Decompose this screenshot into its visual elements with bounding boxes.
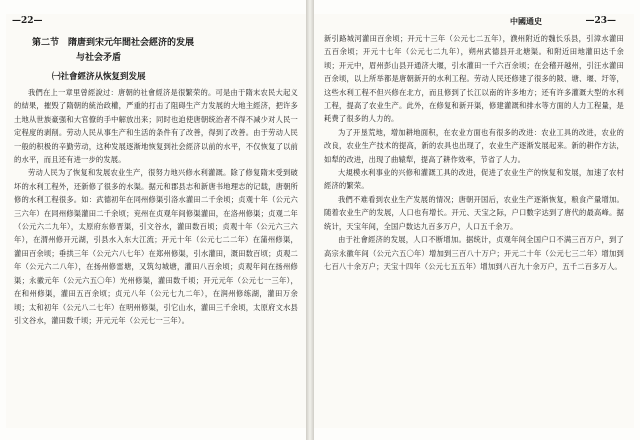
paragraph: 我們不难看到农业生产发展的情况；唐朝开国后，农业生产逐渐恢复，粮食产量增加。随着农业生产的发展，人口也有增长。开元、天宝之际，户口數字达到了唐代的最高峰。据统计，天宝年间，全国户数达九百多万户，人口五千余万。 [324,194,624,231]
section-heading-line-2: 与社会矛盾 [76,53,122,63]
paragraph: 由于社會經济的发展，人口不断增加。据统计，贞观年间全国户口不满三百万户，到了高宗永徽年间（公元六五〇年）增加到三百八十万户；开元二十年（公元七三二年）增加到七百八十余万户；天宝十四年（公元七五五年）增加到八百九十余万户，五千二百多万人。 [324,235,624,271]
paragraph: 劳动人民为了恢复和发展农业生产，很努力地兴修水利灌溉。除了修复隋末受到破坏的水利工程外，还新修了很多的水渠。据元和郡县志和新唐书地理志的记载，唐朝所修的水利工程很多。如：武德初年在同州修渠引洛水灌田二千余顷；贞观十年（公元六三六年）在同州修渠灌田二千余顷；兖州在贞观年间修渠灌田，在洛州修渠；贞观二年（公元六二九年），太原府东修晋渠，引文谷水，灌田数百顷；贞观十年（公元六三六年），在渭州修开元湖，引县水入东大江流；开元十年（公元七二二年）在蒲州修渠，灌田百余顷；垂拱三年（公元六八七年）在郑州修渠，引水灌田，溉田数百顷；贞观二年（公元六二八年），在扬州修雷塘，又筑勾城塘，灌田八百余顷；贞观年间在扬州修渠；永徽元年（公元六五〇年）光州修渠，灌田数千顷；开元元年（公元七一三年），在和州修渠，灌田五百余顷；贞元八年（公元七九二年），在润州修练湖，灌田万余顷；太和初年（公元八二七年）在明州修渠，引它山水，灌田三千余顷，太原府文水县引文谷水，灌田数千顷；开元元年（公元七一三年）。 [14,168,298,325]
paragraph: 为了开垦荒地，增加耕地面积，在农业方面也有很多的改进：农业工具的改进，农业的改良，农业生产技术的提高，新的农具也出现了，农业生产逐渐发展起来。新的耕作方法，如犁的改进，出现了曲辕犁，提高了耕作效率，节省了人力。 [324,127,624,164]
section-heading-line-1: 第二节 隋唐到宋元年間社会經济的发展 [32,38,195,48]
subheading: ㈠社會經济从恢复到发展 [52,72,146,82]
page-number: —22— [12,16,43,26]
paragraph: 大規模水利事业的兴修和灌溉工具的改进，促进了农业生产的恢复和发展，加速了农村經济的繁荣。 [324,168,624,191]
book-gutter [306,0,314,440]
page-number: —23— [585,16,616,26]
body-text [324,32,624,273]
body-text [14,86,298,327]
right-page [314,14,634,428]
paragraph: 我們在上一章里曾經說过：唐朝的社會經济是很繁荣的。可是由于隋末农民大起义的結果，摧毁了隋朝的統治政權，严重的打击了阻碍生产力发展的大地主經济，把许多土地从世族豪强和大官僚的手中解放出来；同时也迫使唐朝统治者不得不减少对人民一定程度的剥削。劳动人民从事生产和生活的条件有了改善，得到了改善。由于劳动人民一般的积极的辛勤劳动，这种发展逐渐地恢复到社会經济以前的水平，不仅恢复了以前的水平，而且还有进一步的发展。 [14,88,298,165]
paragraph: 新引路城河灌田百余顷；开元十三年（公元七二五年），濮州附近的魏长乐县，引漳水灌田五百余顷；开元十七年（公元七二九年），朔州武德县开北塘渠。和附近田地灌田达千余顷；开元中，眉州彭山县开通济大堰，引水灌田一千六百余顷；在会稽开越州，引汪水灌田百余顷，以上所举都是唐朝新开的水利工程。劳动人民还修建了很多的陂、塘、堰、圩等，这些水利工程不但兴修在北方，而且修到了长江以南的许多地方；还有许多灌溉大型的水利工程，提高了农业生产。此外，在修复和新开渠，修建灌溉和排水等方面的人力工程量，是耗费了很多的人力的。 [324,34,624,124]
running-head: 中國通史 [510,16,542,26]
section-heading [32,36,194,66]
left-page [6,14,307,428]
